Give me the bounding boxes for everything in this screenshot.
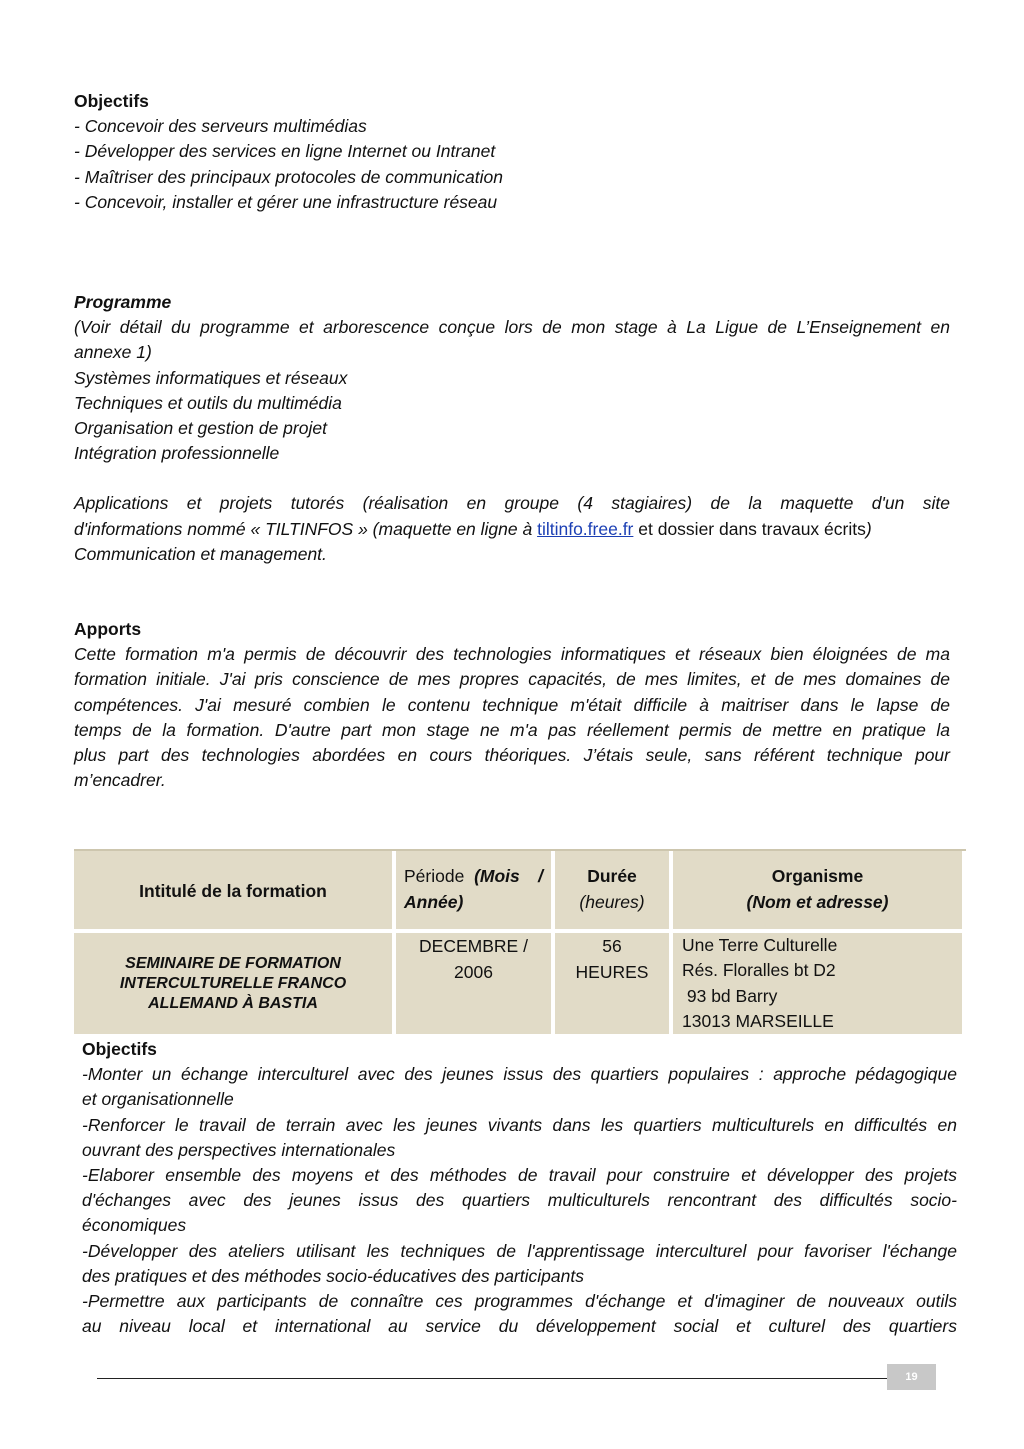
programme-item: Intégration professionnelle	[74, 443, 280, 464]
row-org-line: 13013 MARSEILLE	[682, 1011, 834, 1032]
row-title-line: INTERCULTURELLE FRANCO	[119, 974, 347, 992]
header-period-slash: /	[538, 866, 543, 886]
header-period-word: Période	[404, 866, 465, 886]
row-org-line: Une Terre Culturelle	[682, 935, 838, 955]
objectif-line: -Renforcer le travail de terrain avec les jeunes vivants dans les quartiers multiculturels en difficultés en	[82, 1114, 957, 1135]
header-org-sub: (Nom et adresse)	[746, 892, 889, 912]
objectif-item: - Concevoir, installer et gérer une infrastructure réseau	[74, 191, 498, 212]
objectif-line: ouvrant des perspectives internationales	[82, 1139, 396, 1160]
row-org-line: Rés. Floralles bt D2	[682, 960, 836, 981]
header-org	[673, 851, 962, 929]
apports-line: compétences. J'ai mesuré combien le contenu technique m'était difficile à maitriser dans le lapse de	[74, 694, 950, 715]
header-org-label: Organisme	[771, 866, 864, 886]
row-title-line: ALLEMAND À BASTIA	[148, 994, 318, 1012]
footer-rule	[97, 1378, 887, 1379]
apports-line: Cette formation m'a permis de découvrir des technologies informatiques et réseaux bien éloignées de ma	[74, 644, 950, 665]
objectifs-heading: Objectifs	[82, 1039, 157, 1059]
projects-line: Communication et management.	[74, 543, 327, 564]
projects-text: d'informations nommé « TILTINFOS » (maquette en ligne à	[74, 518, 538, 539]
objectif-line: et organisationnelle	[82, 1089, 234, 1110]
objectif-line: -Monter un échange interculturel avec des jeunes issus des quartiers populaires : approche pédagogique	[82, 1064, 957, 1085]
apports-heading: Apports	[74, 619, 142, 640]
header-title: Intitulé de la formation	[74, 851, 392, 929]
objectif-item: - Concevoir des serveurs multimédias	[74, 116, 367, 137]
row-duration	[555, 933, 669, 1034]
apports-line: m’encadrer.	[74, 770, 166, 791]
table-row	[74, 933, 966, 1034]
projects-line: Applications et projets tutorés (réalisation en groupe (4 stagiaires) de la maquette d'un site	[74, 493, 950, 514]
objectif-line: -Permettre aux participants de connaître ces programmes d'échange et d'imaginer de nouveaux outils	[82, 1291, 957, 1312]
header-duration-sub: (heures)	[579, 892, 645, 912]
projects-text: et dossier dans travaux écrits	[633, 518, 866, 539]
row-period-line: 2006	[454, 962, 493, 982]
row-period-line: DECEMBRE /	[419, 936, 528, 956]
row-org-line: 93 bd Barry	[682, 985, 778, 1006]
row-duration-line: HEURES	[575, 962, 649, 982]
tiltinfo-link[interactable]: tiltinfo.free.fr	[537, 518, 634, 539]
formation-table	[74, 849, 966, 1034]
header-duration-label: Durée	[587, 866, 637, 886]
objectif-line: -Développer des ateliers utilisant les techniques de l'apprentissage interculturel pour favoriser l'échange	[82, 1240, 957, 1261]
row-title-line: SEMINAIRE DE FORMATION	[125, 954, 341, 972]
objectif-line: des pratiques et des méthodes socio-éducatives des participants	[82, 1265, 584, 1286]
objectif-line: -Elaborer ensemble des moyens et des méthodes de travail pour construire et développer des projets	[82, 1165, 957, 1186]
apports-line: temps de la formation. D'autre part mon stage ne m'a pas réellement permis de mettre en pratique la	[74, 719, 950, 740]
table-header-row	[74, 849, 966, 929]
apports-line: plus part des technologies abordées en cours théoriques. J’étais seule, sans référent technique pour	[74, 745, 950, 766]
programme-heading: Programme	[74, 292, 172, 313]
row-title	[74, 933, 392, 1034]
header-period	[396, 851, 551, 929]
row-duration-line: 56	[602, 936, 622, 956]
programme-item: Systèmes informatiques et réseaux	[74, 367, 348, 388]
projects-line-link	[74, 517, 950, 542]
header-period-month: (Mois	[474, 866, 520, 886]
objectifs-section-2	[82, 1037, 957, 1339]
page-content	[74, 89, 950, 793]
objectifs-heading: Objectifs	[74, 91, 149, 111]
header-duration	[555, 851, 669, 929]
objectif-item: - Maîtriser des principaux protocoles de communication	[74, 166, 503, 187]
objectif-line: au niveau local et international au service du développement social et culturel des quartiers	[82, 1316, 957, 1337]
programme-intro-line: annexe 1)	[74, 342, 152, 363]
apports-line: formation initiale. J'ai pris conscience de mes propres capacités, de mes limites, et de mes domaines de	[74, 669, 950, 690]
objectif-line: d'échanges avec des jeunes issus des quartiers multiculturels rencontrant des difficultés socio-	[82, 1190, 957, 1211]
objectif-item: - Développer des services en ligne Internet ou Intranet	[74, 141, 496, 162]
objectif-line: économiques	[82, 1215, 187, 1236]
row-org	[673, 933, 962, 1034]
programme-item: Organisation et gestion de projet	[74, 418, 327, 439]
page-number: 19	[887, 1364, 936, 1390]
programme-intro-line: (Voir détail du programme et arborescence conçue lors de mon stage à La Ligue de L’Enseignement en	[74, 317, 950, 338]
header-period-year: Année)	[404, 892, 464, 912]
row-period	[396, 933, 551, 1034]
projects-text: )	[865, 518, 872, 539]
programme-item: Techniques et outils du multimédia	[74, 392, 342, 413]
